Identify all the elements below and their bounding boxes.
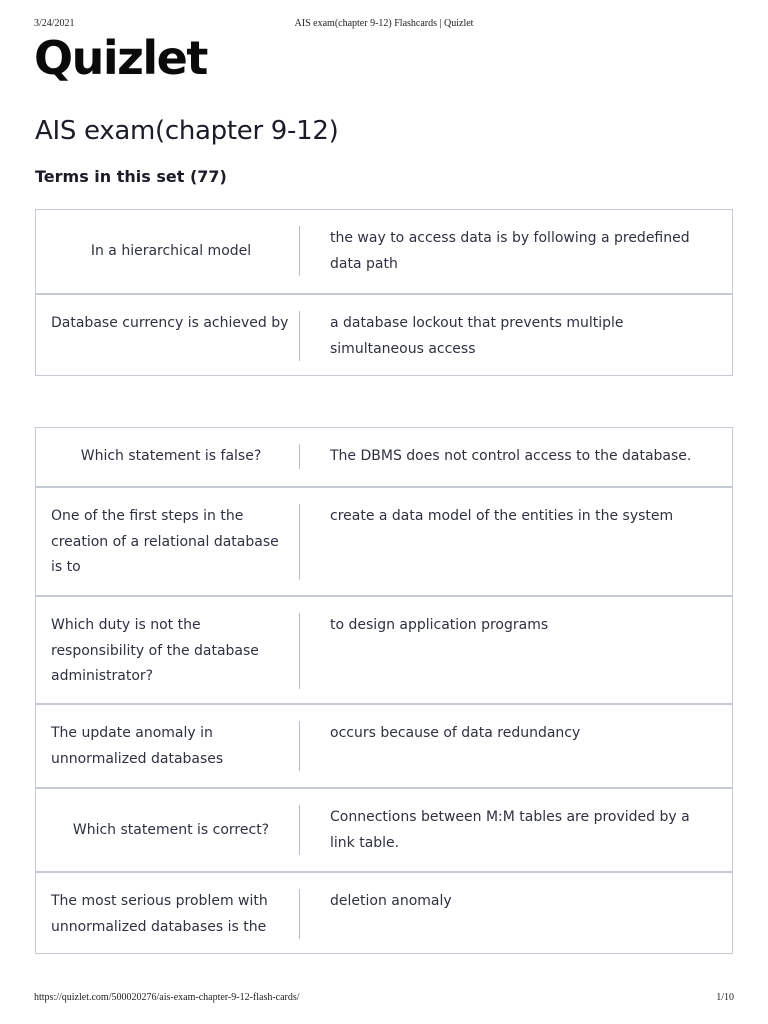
flashcard[interactable] bbox=[36, 293, 732, 375]
card-term: Which statement is false? bbox=[80, 448, 262, 464]
flashcard[interactable] bbox=[36, 428, 732, 486]
card-term: Which statement is correct? bbox=[72, 822, 270, 838]
card-definition: create a data model of the entities in the system bbox=[330, 508, 674, 524]
flashcard[interactable] bbox=[36, 595, 732, 703]
card-definition: a database lockout that prevents multiple simultaneous access bbox=[330, 315, 624, 357]
card-definition: to design application programs bbox=[330, 617, 549, 633]
flashcard[interactable] bbox=[36, 787, 732, 871]
flashcard[interactable] bbox=[36, 486, 732, 595]
card-term: The update anomaly in unnormalized databases bbox=[51, 725, 224, 767]
card-divider bbox=[299, 721, 300, 771]
card-definition: The DBMS does not control access to the database. bbox=[330, 448, 692, 464]
flashcard[interactable] bbox=[36, 871, 732, 955]
card-divider bbox=[299, 889, 300, 939]
card-group-1 bbox=[35, 209, 733, 376]
card-divider bbox=[299, 613, 300, 689]
print-footer bbox=[34, 992, 734, 1006]
card-divider bbox=[299, 504, 300, 580]
flashcard[interactable] bbox=[36, 703, 732, 787]
card-term: Which duty is not the responsibility of the database administrator? bbox=[51, 617, 259, 684]
card-term: Database currency is achieved by bbox=[51, 315, 289, 331]
card-term: The most serious problem with unnormalized databases is the bbox=[51, 893, 268, 935]
terms-heading: Terms in this set (77) bbox=[35, 167, 227, 186]
quizlet-logo[interactable]: Quizlet bbox=[34, 31, 207, 85]
card-divider bbox=[299, 311, 300, 361]
card-definition: the way to access data is by following a predefined data path bbox=[330, 230, 690, 272]
card-group-2 bbox=[35, 427, 733, 954]
card-definition: deletion anomaly bbox=[330, 893, 452, 909]
page-title: AIS exam(chapter 9-12) bbox=[35, 116, 339, 146]
flashcard[interactable] bbox=[36, 210, 732, 293]
print-url[interactable]: https://quizlet.com/500020276/ais-exam-chapter-9-12-flash-cards/ bbox=[34, 992, 300, 1003]
print-doc-title: AIS exam(chapter 9-12) Flashcards | Quizlet bbox=[294, 18, 474, 29]
card-term: In a hierarchical model bbox=[90, 243, 252, 259]
card-definition: Connections between M:M tables are provided by a link table. bbox=[330, 809, 690, 851]
card-divider bbox=[299, 226, 300, 276]
page-number: 1/10 bbox=[716, 992, 734, 1003]
card-term: One of the first steps in the creation of a relational database is to bbox=[51, 508, 279, 575]
card-definition: occurs because of data redundancy bbox=[330, 725, 581, 741]
print-date: 3/24/2021 bbox=[34, 18, 75, 29]
card-divider bbox=[299, 444, 300, 469]
card-divider bbox=[299, 805, 300, 855]
